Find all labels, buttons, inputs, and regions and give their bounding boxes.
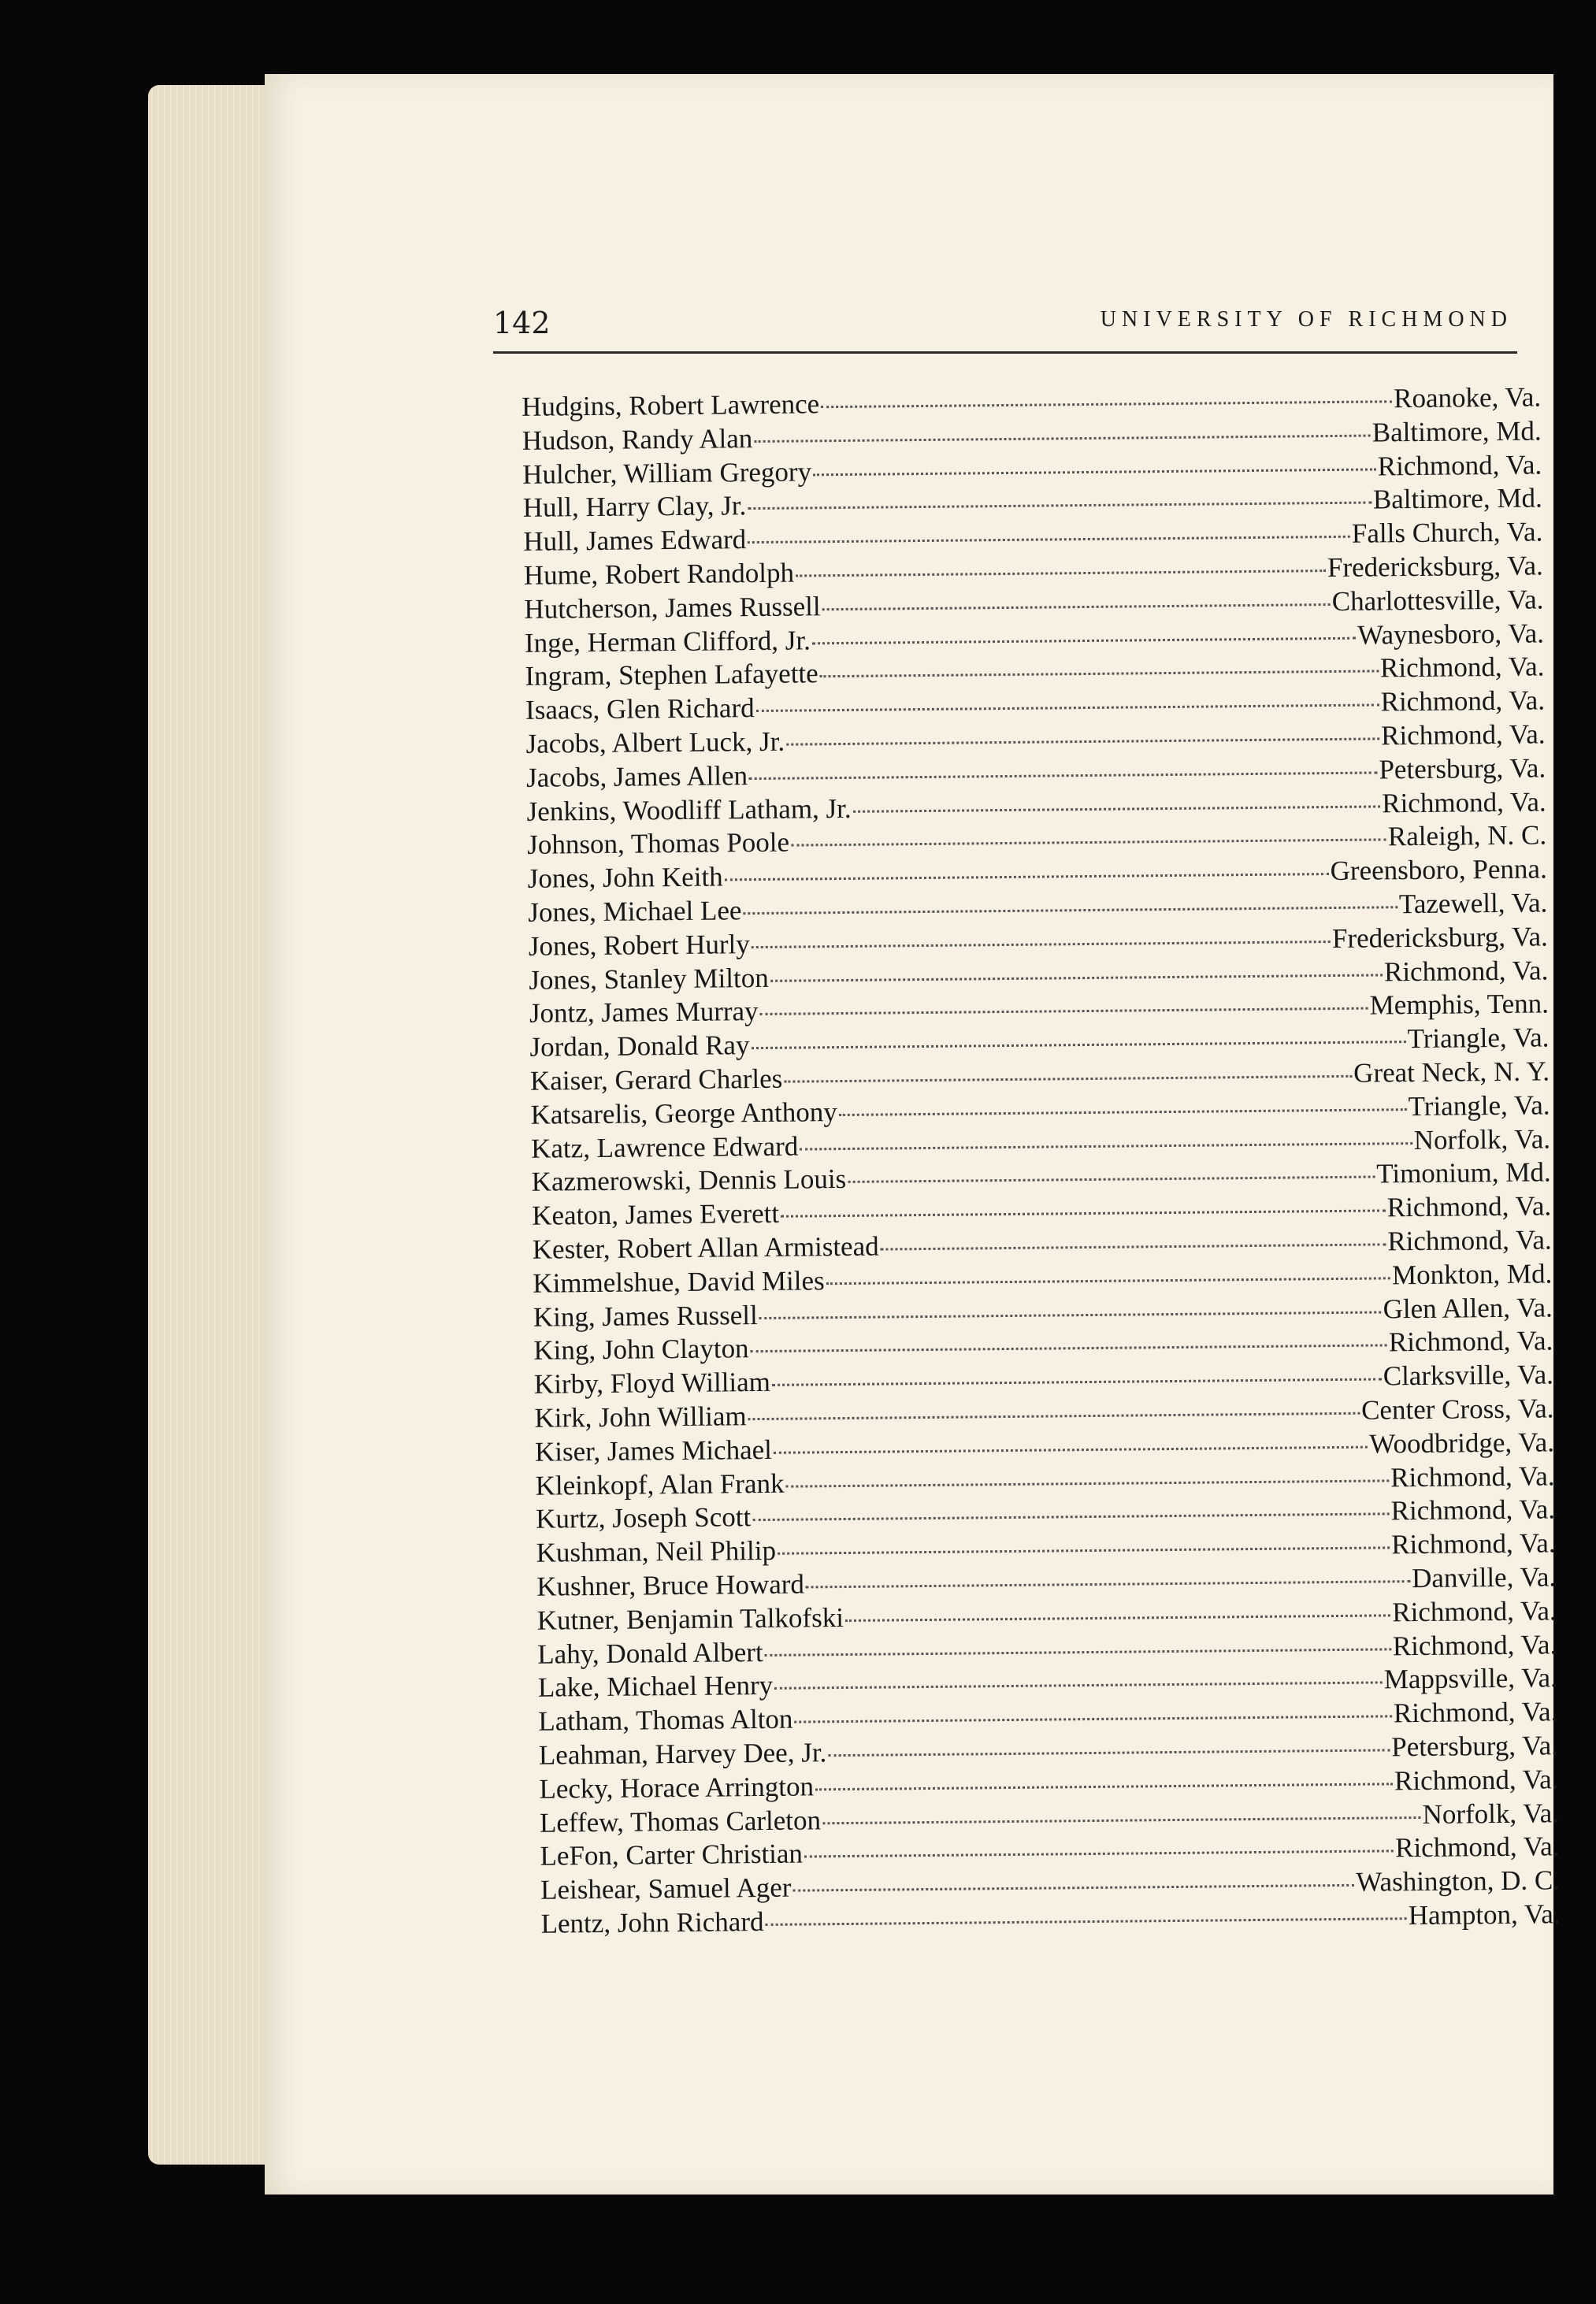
entry-hometown: Hampton, Va. [1408,1898,1561,1931]
dot-leader [759,1311,1382,1319]
dot-leader [812,636,1356,644]
entry-name: Jones, Robert Hurly [528,928,750,962]
entry-hometown: Richmond, Va. [1390,1460,1555,1493]
entry-name: LeFon, Carter Christian [540,1838,804,1872]
dot-leader [848,1176,1375,1183]
entry-name: Kushner, Bruce Howard [536,1568,805,1602]
entry-hometown: Charlottesville, Va. [1331,584,1544,617]
dot-leader [839,1108,1407,1116]
entry-name: Hume, Robert Randolph [523,557,795,591]
dot-leader [772,1378,1382,1386]
dot-leader [794,1716,1392,1723]
entry-name: Jenkins, Woodliff Latham, Jr. [526,792,852,827]
entry-name: King, James Russell [533,1299,758,1333]
dot-leader [822,1816,1421,1824]
entry-hometown: Triangle, Va. [1408,1089,1550,1122]
entry-name: King, John Clayton [533,1333,749,1367]
entry-hometown: Falls Church, Va. [1351,516,1543,549]
entry-hometown: Norfolk, Va. [1413,1122,1551,1156]
dot-leader [881,1243,1386,1250]
entry-hometown: Great Neck, N. Y. [1353,1056,1550,1089]
entry-name: Lake, Michael Henry [537,1670,774,1704]
entry-hometown: Richmond, Va. [1377,449,1542,482]
entry-hometown: Mappsville, Va. [1383,1662,1557,1695]
entry-name: Jacobs, James Allen [525,759,748,793]
dot-leader [821,400,1392,408]
dot-leader [748,1412,1360,1420]
entry-name: Keaton, James Everett [532,1197,780,1231]
dot-leader [796,570,1326,577]
entry-hometown: Richmond, Va. [1380,718,1546,751]
dot-leader [749,771,1377,780]
entry-name: Jordan, Donald Ray [529,1030,750,1063]
entry-name: Kushman, Neil Philip [536,1535,777,1568]
running-title: UNIVERSITY OF RICHMOND [1100,307,1512,332]
entry-name: Kirby, Floyd William [533,1367,771,1400]
entry-name: Kaiser, Gerard Charles [529,1063,783,1096]
dot-leader [725,873,1329,881]
entry-name: Isaacs, Glen Richard [525,692,755,726]
entry-hometown: Waynesboro, Va. [1357,618,1545,651]
entry-hometown: Clarksville, Va. [1383,1359,1554,1392]
dot-leader [774,1682,1383,1690]
entry-hometown: Petersburg, Va. [1379,752,1546,785]
entry-name: Hudgins, Robert Lawrence [521,388,820,422]
entry-hometown: Tazewell, Va. [1398,887,1548,920]
dot-leader [786,737,1379,745]
entry-name: Hull, James Edward [523,524,747,558]
dot-leader [774,1445,1368,1453]
running-header [493,304,1517,354]
dot-leader [754,434,1371,443]
dot-leader [784,1075,1352,1083]
entry-name: Kimmelshue, David Miles [533,1265,825,1299]
entry-name: Kleinkopf, Alan Frank [535,1467,785,1501]
entry-name: Inge, Herman Clifford, Jr. [524,624,811,659]
entry-hometown: Triangle, Va. [1407,1022,1550,1055]
dot-leader [778,1547,1390,1555]
entry-name: Hudson, Randy Alan [521,422,753,456]
dot-leader [786,1479,1390,1487]
entry-hometown: Timonium, Md. [1376,1156,1551,1189]
dot-leader [760,1007,1368,1015]
dot-leader [792,1884,1354,1892]
entry-name: Leffew, Thomas Carleton [539,1804,822,1838]
entry-hometown: Richmond, Va. [1392,1628,1557,1661]
dot-leader [751,1345,1387,1353]
entry-hometown: Richmond, Va. [1383,954,1549,987]
entry-hometown: Monkton, Md. [1391,1258,1553,1291]
dot-leader [748,536,1350,544]
entry-hometown: Raleigh, N. C. [1387,819,1547,852]
dot-leader [791,839,1386,847]
entry-hometown: Richmond, Va. [1388,1325,1553,1358]
entry-hometown: Richmond, Va. [1382,786,1546,819]
dot-leader [748,502,1371,510]
entry-hometown: Richmond, Va. [1391,1527,1556,1560]
dot-leader [845,1614,1390,1622]
entry-name: Kiser, James Michael [534,1434,773,1467]
entry-name: Jacobs, Albert Luck, Jr. [525,725,785,759]
entry-hometown: Richmond, Va. [1386,1190,1552,1223]
entry-hometown: Norfolk, Va. [1422,1797,1560,1830]
entry-hometown: Baltimore, Md. [1371,415,1542,448]
dot-leader [815,1783,1393,1790]
dot-leader [752,941,1331,948]
entry-hometown: Richmond, Va. [1394,1831,1560,1864]
page-edges [148,85,282,2165]
entry-name: Jones, Stanley Milton [529,962,769,996]
entry-hometown: Danville, Va. [1411,1561,1557,1594]
entry-name: Jones, John Keith [527,861,723,895]
entry-hometown: Richmond, Va. [1379,651,1545,684]
dot-leader [766,1917,1407,1926]
entry-name: Ingram, Stephen Lafayette [525,658,818,692]
dot-leader [813,468,1376,476]
dot-leader [800,1142,1412,1150]
entry-hometown: Fredericksburg, Va. [1331,921,1548,954]
entry-name: Lecky, Horace Arrington [539,1771,815,1805]
entry-hometown: Richmond, Va. [1394,1764,1559,1797]
dot-leader [781,1210,1386,1218]
entry-name: Katz, Lawrence Edward [530,1130,799,1164]
entry-hometown: Washington, D. C. [1356,1864,1561,1898]
dot-leader [806,1580,1410,1588]
dot-leader [828,1749,1390,1757]
entry-name: Kutner, Benjamin Talkofski [536,1601,844,1636]
dot-leader [752,1041,1406,1049]
dot-leader [744,906,1397,915]
entry-hometown: Petersburg, Va. [1391,1730,1559,1763]
entry-name: Lahy, Donald Albert [537,1636,763,1670]
dot-leader [804,1850,1394,1858]
entry-name: Latham, Thomas Alton [538,1703,793,1737]
dot-leader [765,1648,1391,1657]
dot-leader [756,704,1379,713]
entry-name: Kurtz, Joseph Scott [535,1501,752,1535]
entry-hometown: Richmond, Va. [1380,685,1546,718]
entry-name: Lentz, John Richard [540,1906,764,1939]
entry-hometown: Center Cross, Va. [1360,1393,1554,1426]
dot-leader [853,805,1381,812]
entry-name: Katsarelis, George Anthony [530,1096,837,1130]
entry-hometown: Richmond, Va. [1392,1595,1557,1628]
entry-hometown: Woodbridge, Va. [1369,1427,1555,1460]
entry-name: Kazmerowski, Dennis Louis [531,1163,847,1198]
dot-leader [752,1513,1389,1522]
page-number: 142 [493,306,551,340]
entry-hometown: Roanoke, Va. [1393,381,1542,414]
entry-hometown: Richmond, Va. [1390,1493,1556,1527]
entry-name: Kirk, John William [534,1401,747,1434]
entry-hometown: Baltimore, Md. [1372,482,1542,515]
entry-name: Johnson, Thomas Poole [527,827,790,861]
entry-name: Kester, Robert Allan Armistead [532,1230,879,1265]
entry-name: Leahman, Harvey Dee, Jr. [538,1737,827,1771]
entry-name: Jontz, James Murray [529,996,759,1030]
dot-leader [822,603,1331,610]
entry-hometown: Glen Allen, Va. [1383,1291,1553,1325]
entry-name: Leishear, Samuel Ager [540,1872,792,1905]
entry-hometown: Fredericksburg, Va. [1327,550,1544,584]
dot-leader [770,974,1383,981]
entry-hometown: Memphis, Tenn. [1369,988,1550,1021]
entry-hometown: Richmond, Va. [1387,1224,1552,1257]
entry-name: Hutcherson, James Russell [524,591,821,625]
entry-hometown: Richmond, Va. [1393,1696,1558,1729]
entry-hometown: Greensboro, Penna. [1330,853,1547,887]
page [265,74,1561,2195]
entry-name: Hull, Harry Clay, Jr. [522,490,747,524]
dot-leader [820,670,1379,678]
entry-name: Hulcher, William Gregory [522,455,812,490]
dot-leader [826,1277,1390,1285]
student-roster [265,381,1561,1939]
entry-name: Jones, Michael Lee [528,895,742,928]
